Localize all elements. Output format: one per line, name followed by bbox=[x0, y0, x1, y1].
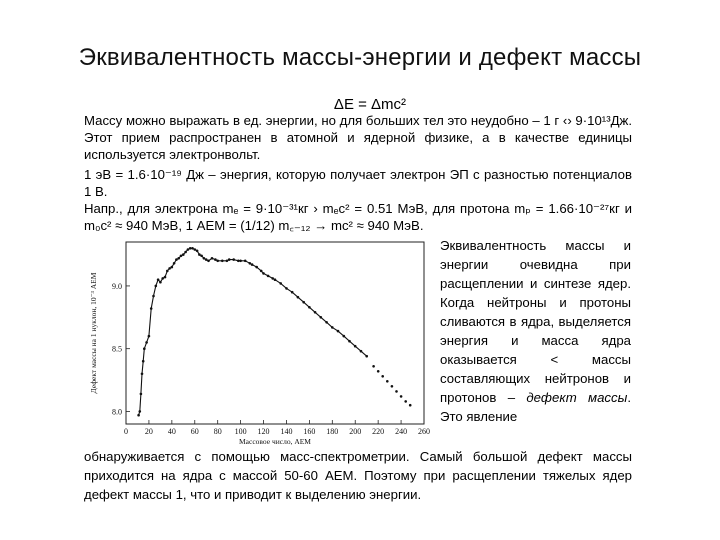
y-axis-label: Дефект массы на 1 нуклон, 10⁻³ АЕМ bbox=[89, 272, 98, 394]
data-point bbox=[194, 248, 197, 251]
data-point bbox=[166, 270, 169, 273]
data-point bbox=[159, 281, 162, 284]
data-point bbox=[164, 276, 167, 279]
data-point bbox=[320, 316, 323, 319]
data-point bbox=[251, 263, 254, 266]
data-point bbox=[325, 321, 328, 324]
x-axis-label: Массовое число, АЕМ bbox=[239, 437, 311, 446]
equivalence-tail: . Это явление bbox=[440, 390, 631, 424]
data-point bbox=[221, 260, 224, 263]
data-point bbox=[142, 360, 145, 363]
mass-defect-term: дефект массы bbox=[526, 390, 628, 405]
data-point bbox=[211, 257, 214, 260]
data-point bbox=[141, 373, 144, 376]
data-point bbox=[148, 335, 151, 338]
data-point bbox=[400, 395, 403, 398]
data-point bbox=[187, 248, 190, 251]
paragraph-mass-spectrometry: обнаруживается с помощью масс-спектрометрии. Самый большой дефект массы приходится на ядра с массой 50-60 АЕМ. Поэтому при расщеплении тяжелых ядер дефект массы 1, что и приводит к выделению энергии. bbox=[84, 449, 632, 502]
paragraph-mass-units: Массу можно выражать в ед. энергии, но для больших тел это неудобно – 1 г ‹› 9·10¹³Дж. Этот прием распространен в атомной и ядерной физике, а в качестве единицы используется электронвольт. bbox=[84, 113, 632, 162]
data-point bbox=[145, 341, 148, 344]
data-point bbox=[200, 255, 203, 258]
x-tick-label: 100 bbox=[234, 427, 247, 436]
data-point bbox=[191, 247, 194, 250]
x-tick-label: 220 bbox=[372, 427, 385, 436]
data-point bbox=[395, 390, 398, 393]
x-tick-label: 20 bbox=[144, 427, 153, 436]
data-point bbox=[386, 380, 389, 383]
data-point bbox=[137, 414, 140, 417]
series-line bbox=[139, 248, 367, 415]
data-point bbox=[173, 262, 176, 265]
plot-frame bbox=[126, 242, 424, 424]
data-point bbox=[161, 277, 164, 280]
data-point bbox=[143, 347, 146, 350]
slide-title: Эквивалентность массы-энергии и дефект массы bbox=[78, 44, 642, 71]
data-point bbox=[354, 345, 357, 348]
data-point bbox=[249, 262, 252, 265]
x-tick-label: 40 bbox=[167, 427, 176, 436]
data-point bbox=[360, 350, 363, 353]
x-tick-label: 160 bbox=[303, 427, 316, 436]
data-point bbox=[203, 257, 206, 260]
data-point bbox=[140, 393, 143, 396]
data-point bbox=[239, 260, 242, 263]
data-point bbox=[189, 247, 192, 250]
data-point bbox=[255, 266, 258, 269]
data-point bbox=[262, 272, 265, 275]
data-point bbox=[260, 270, 263, 273]
data-point bbox=[297, 296, 300, 299]
binding-energy-chart bbox=[86, 236, 436, 448]
data-point bbox=[381, 375, 384, 378]
data-point bbox=[237, 260, 240, 263]
paragraph-electronvolt: 1 эВ = 1.6·10⁻¹⁹ Дж – энергия, которую получает электрон ЭП с разностью потенциалов 1 В. bbox=[84, 167, 632, 199]
data-point bbox=[152, 295, 155, 298]
x-tick-label: 60 bbox=[190, 427, 199, 436]
x-tick-label: 0 bbox=[124, 427, 128, 436]
data-point bbox=[244, 260, 247, 263]
data-point bbox=[302, 301, 305, 304]
x-tick-label: 180 bbox=[326, 427, 339, 436]
data-point bbox=[291, 291, 294, 294]
x-tick-label: 240 bbox=[395, 427, 408, 436]
paragraph-equivalence bbox=[440, 236, 631, 426]
paragraph-examples: Напр., для электрона mₑ = 9·10⁻³¹кг › mₑc² = 0.51 МэВ, для протона mₚ = 1.66·10⁻²⁷кг и m₀c² ≈ 940 МэВ, 1 АЕМ = (1/12) m꜀₋₁₂ → mc² ≈ 940 МэВ. bbox=[84, 201, 632, 233]
data-point bbox=[226, 260, 229, 263]
x-tick-label: 260 bbox=[418, 427, 430, 436]
data-point bbox=[232, 258, 235, 261]
data-point bbox=[372, 365, 375, 368]
data-point bbox=[157, 278, 160, 281]
data-point bbox=[274, 278, 277, 281]
x-tick-label: 80 bbox=[213, 427, 222, 436]
formula: ΔE = Δmc² bbox=[333, 96, 407, 113]
data-point bbox=[175, 258, 178, 261]
data-point bbox=[207, 260, 210, 263]
data-point bbox=[343, 335, 346, 338]
data-point bbox=[214, 258, 217, 261]
data-point bbox=[391, 385, 394, 388]
data-point bbox=[150, 307, 153, 310]
data-point bbox=[337, 330, 340, 333]
data-point bbox=[279, 282, 282, 285]
data-point bbox=[271, 277, 274, 280]
data-point bbox=[409, 404, 412, 407]
data-point bbox=[168, 267, 171, 270]
data-point bbox=[228, 258, 231, 261]
data-point bbox=[348, 340, 351, 343]
data-point bbox=[216, 260, 219, 263]
y-tick-label: 8.0 bbox=[112, 407, 122, 417]
data-point bbox=[331, 326, 334, 329]
equivalence-text: Эквивалентность массы и энергии очевидна при расщеплении и синтезе ядер. Когда нейтроны и протоны сливаются в ядра, выделяется энергия и масса ядра оказывается < массы составляющих нейтронов и протонов – bbox=[440, 238, 631, 405]
data-point bbox=[285, 287, 288, 290]
data-point bbox=[308, 306, 311, 309]
data-point bbox=[182, 253, 185, 256]
data-point bbox=[365, 355, 368, 358]
data-point bbox=[198, 253, 201, 256]
data-point bbox=[155, 285, 158, 288]
x-tick-label: 200 bbox=[349, 427, 362, 436]
data-point bbox=[139, 410, 142, 413]
data-point bbox=[171, 266, 174, 269]
data-point bbox=[180, 255, 183, 258]
y-tick-label: 8.5 bbox=[112, 344, 122, 354]
data-point bbox=[377, 370, 380, 373]
data-point bbox=[267, 275, 270, 278]
data-point bbox=[184, 251, 187, 254]
data-point bbox=[404, 400, 407, 403]
data-point bbox=[314, 311, 317, 314]
data-point bbox=[196, 250, 199, 253]
data-point bbox=[205, 258, 208, 261]
y-tick-label: 9.0 bbox=[112, 281, 122, 291]
x-tick-label: 120 bbox=[257, 427, 270, 436]
data-point bbox=[177, 257, 180, 260]
x-tick-label: 140 bbox=[280, 427, 293, 436]
